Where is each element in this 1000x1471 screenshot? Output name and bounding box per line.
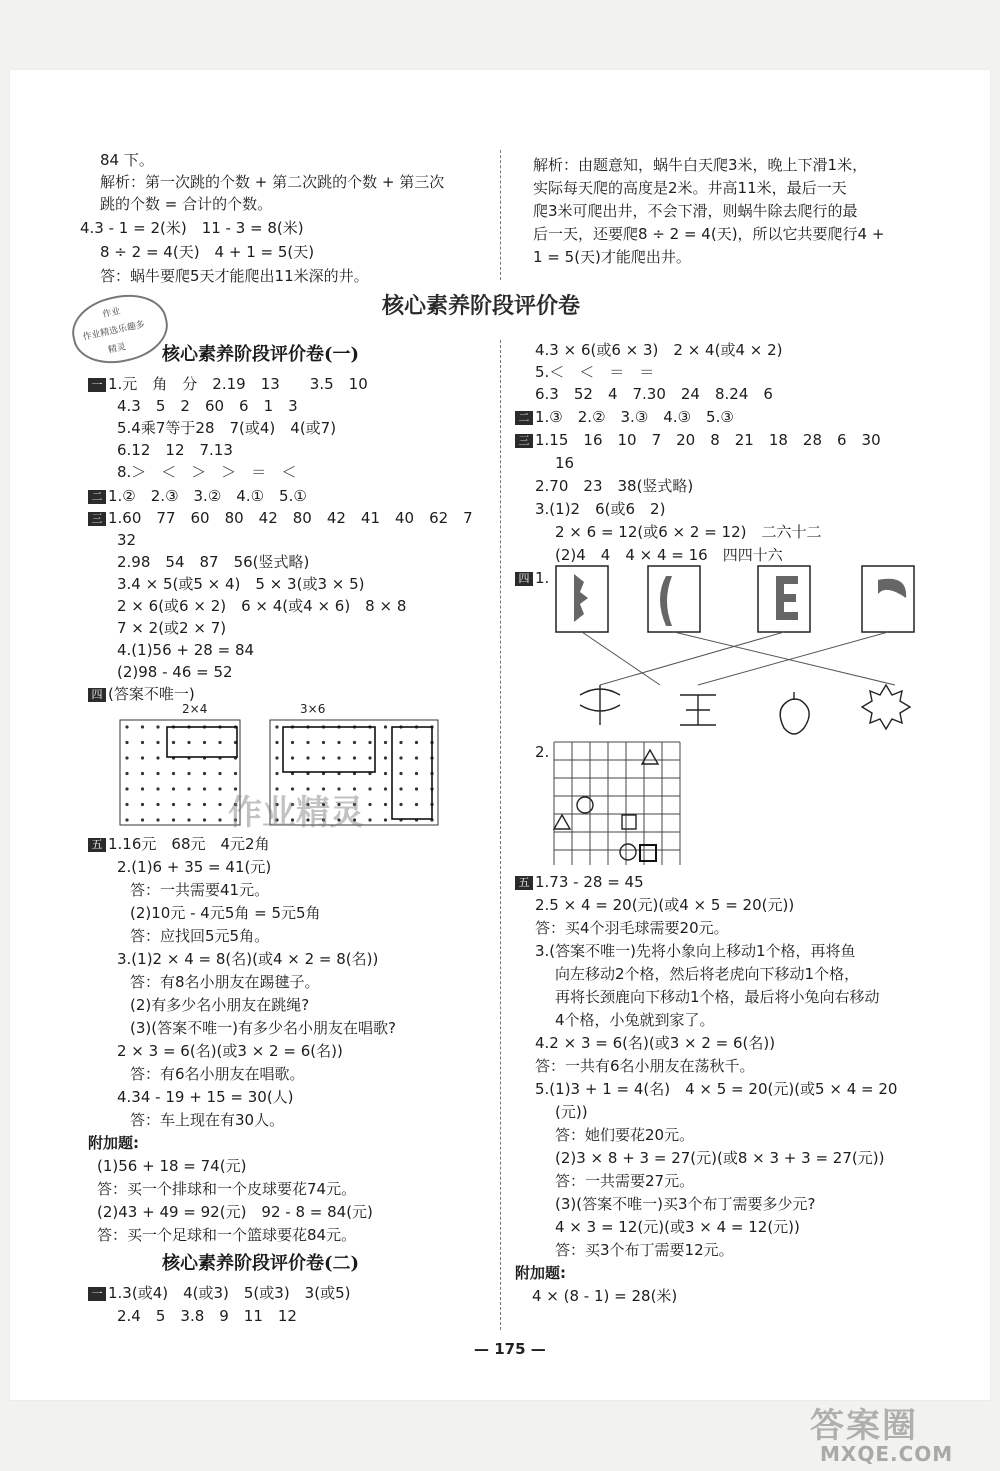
text-line: 3.(1)2 6(或6 2) [535, 500, 666, 518]
grid-dot [218, 772, 221, 775]
text-line: 五 1.73 - 28 = 45 [515, 872, 644, 892]
grid-dot [141, 756, 144, 759]
text-line: 四 (答案不唯一) [88, 684, 195, 704]
text-line: 4 × (8 - 1) = 28(米) [532, 1287, 678, 1305]
grid-dot [172, 741, 175, 744]
matching-figure [540, 560, 930, 735]
grid-dot [172, 818, 175, 821]
grid-dot [156, 741, 159, 744]
section-tag: 五 [88, 838, 106, 852]
text-line: 4.(1)56 + 28 = 84 [117, 641, 255, 659]
column-divider [500, 150, 501, 280]
grid-dot [399, 787, 402, 790]
section-tag: 四 [515, 572, 533, 586]
text-line: 答：买一个排球和一个皮球要花74元。 [97, 1180, 357, 1198]
grid-dot [337, 756, 340, 759]
text-line: 答：一共需要27元。 [555, 1172, 695, 1190]
square-shape [640, 845, 656, 861]
text-line: 16 [555, 454, 575, 472]
grid-dot [125, 741, 128, 744]
text-line: 2.5 × 4 = 20(元)(或4 × 5 = 20(元)) [535, 896, 795, 914]
grid-dot [218, 741, 221, 744]
text-line: 8 ÷ 2 = 4(天) 4 + 1 = 5(天) [100, 243, 315, 261]
grid-dot [141, 818, 144, 821]
text-line: 答：买3个布丁需要12元。 [555, 1241, 734, 1259]
card-shape [648, 566, 700, 632]
grid-dot [172, 772, 175, 775]
text-line: (3)(答案不唯一)有多少名小朋友在唱歌? [130, 1019, 396, 1037]
grid-dot [353, 756, 356, 759]
stamp-text: 精灵 [107, 342, 127, 356]
grid-dot [156, 787, 159, 790]
grid-dot [368, 803, 371, 806]
grid-dot [218, 818, 221, 821]
text-line: 4.2 × 3 = 6(名)(或3 × 2 = 6(名)) [535, 1034, 776, 1052]
bonus-heading: 附加题: [88, 1134, 139, 1152]
text-line: 2.70 23 38(竖式略) [535, 477, 694, 495]
grid-dot [187, 818, 190, 821]
half-dragonfly-icon [878, 579, 906, 598]
grid-dot [384, 725, 387, 728]
exam-title-1: 核心素养阶段评价卷(一) [162, 344, 360, 365]
grid-dot [275, 725, 278, 728]
grid-dot [384, 772, 387, 775]
text-line: 四 1. [515, 568, 549, 588]
grid-dot [368, 818, 371, 821]
grid-dot [291, 741, 294, 744]
text-line: 2.(1)6 + 35 = 41(元) [117, 858, 272, 876]
text-line: 2. [535, 743, 550, 761]
text-line: 再将长颈鹿向下移动1个格，最后将小兔向右移动 [555, 988, 880, 1006]
grid-dot [125, 756, 128, 759]
grid-dot [322, 756, 325, 759]
half-snowflake-icon [574, 574, 588, 622]
apple-icon [780, 692, 809, 734]
grid-dot [203, 741, 206, 744]
grid-dot [275, 756, 278, 759]
text-line: (3)(答案不唯一)买3个布丁需要多少元? [555, 1195, 816, 1213]
text-line: 2 × 6 = 12(或6 × 2 = 12) 二六十二 [555, 523, 822, 541]
text-line: 84 下。 [100, 151, 154, 169]
text-line: 三 1.60 77 60 80 42 80 42 41 40 62 7 [88, 508, 473, 528]
text-line: 一 1.3(或4) 4(或3) 5(或3) 3(或5) [88, 1283, 350, 1303]
logo-text: 答案圈 [810, 1406, 918, 1446]
text-line: 5.＜ ＜ ＝ ＝ [535, 363, 655, 381]
grid-dot [275, 772, 278, 775]
text-line: 后一天，还要爬8 ÷ 2 = 4(天)，所以它共要爬行4 + [533, 225, 885, 243]
text-line: 3.4 × 5(或5 × 4) 5 × 3(或3 × 5) [117, 575, 365, 593]
grid-dot [337, 741, 340, 744]
grid-dot [172, 787, 175, 790]
grid-dot [203, 803, 206, 806]
grid-dot [156, 772, 159, 775]
circle-shape [620, 844, 636, 860]
text-line: 向左移动2个格，然后将老虎向下移动1个格， [555, 965, 860, 983]
grid-dot [172, 803, 175, 806]
text-line: 4.3 × 6(或6 × 3) 2 × 4(或4 × 2) [535, 341, 783, 359]
text-line: (2)有多少名小朋友在跳绳? [130, 996, 310, 1014]
grid-dot [156, 803, 159, 806]
text-line: 5.4乘7等于28 7(或4) 4(或7) [117, 419, 337, 437]
grid-dot [384, 787, 387, 790]
text-line: 答：买4个羽毛球需要20元。 [535, 919, 729, 937]
grid-dot [141, 787, 144, 790]
text-line: 32 [117, 531, 137, 549]
grid-dot [275, 741, 278, 744]
triangle-shape [554, 815, 570, 829]
grid-dot [156, 756, 159, 759]
grid-dot [322, 741, 325, 744]
text-line: (2)4 4 4 × 4 = 16 四四十六 [555, 546, 783, 564]
grid-dot [415, 756, 418, 759]
section-tag: 三 [88, 512, 106, 526]
text-line: (1)56 + 18 = 74(元) [97, 1157, 247, 1175]
grid-dot [415, 741, 418, 744]
section-tag: 五 [515, 876, 533, 890]
grid-dot [218, 803, 221, 806]
text-line: 4.3 5 2 60 6 1 3 [117, 397, 298, 415]
grid-dot [384, 818, 387, 821]
text-line: 五 1.16元 68元 4元2角 [88, 834, 270, 854]
text-line: 6.3 52 4 7.30 24 8.24 6 [535, 385, 773, 403]
text-line: (元)) [555, 1103, 588, 1121]
section-tag: 二 [88, 490, 106, 504]
text-line: 3.(1)2 × 4 = 8(名)(或4 × 2 = 8(名)) [117, 950, 379, 968]
card-shape [862, 566, 914, 632]
column-divider [500, 340, 501, 1330]
text-line: 解析：由题意知，蜗牛白天爬3米，晚上下滑1米， [533, 156, 868, 174]
grid-dot [203, 772, 206, 775]
logo-url: MXQE.COM [820, 1442, 954, 1466]
text-line: 三 1.15 16 10 7 20 8 21 18 28 6 30 [515, 430, 881, 450]
grid-dot [368, 741, 371, 744]
text-line: 答：有8名小朋友在踢毽子。 [130, 973, 320, 991]
text-line: 二 1.③ 2.② 3.③ 4.③ 5.③ [515, 407, 734, 427]
grid-dot [415, 803, 418, 806]
answer-rectangle [167, 727, 237, 757]
grid-dot [187, 803, 190, 806]
grid-dot [141, 725, 144, 728]
answer-rectangle [392, 727, 432, 819]
text-line: 答：有6名小朋友在唱歌。 [130, 1065, 305, 1083]
text-line: (2)10元 - 4元5角 = 5元5角 [130, 904, 321, 922]
site-logo [800, 1398, 990, 1466]
grid-dot [156, 818, 159, 821]
grid-dot [415, 787, 418, 790]
grid-dot [399, 756, 402, 759]
text-line: 答：她们要花20元。 [555, 1126, 695, 1144]
text-line: 实际每天爬的高度是2米。井高11米，最后一天 [533, 179, 847, 197]
half-apple-icon [660, 576, 672, 626]
grid-dot [156, 725, 159, 728]
page-number: — 175 — [474, 1340, 546, 1358]
text-line: (2)3 × 8 + 3 = 27(元)(或8 × 3 + 3 = 27(元)) [555, 1149, 885, 1167]
grid-dot [368, 756, 371, 759]
grid-dot [125, 787, 128, 790]
grid-dot [125, 803, 128, 806]
text-line: 8.＞ ＜ ＞ ＞ ＝ ＜ [117, 463, 297, 481]
text-line: 5.(1)3 + 1 = 4(名) 4 × 5 = 20(元)(或5 × 4 = 20 [535, 1080, 898, 1098]
grid-dot [384, 741, 387, 744]
grid-dot [125, 818, 128, 821]
grid-dot [399, 772, 402, 775]
text-line: 2 × 6(或6 × 2) 6 × 4(或4 × 6) 8 × 8 [117, 597, 407, 615]
section-tag: 一 [88, 1287, 106, 1301]
grid-dot [384, 756, 387, 759]
text-line: 7 × 2(或2 × 7) [117, 619, 227, 637]
grid-dot [125, 725, 128, 728]
dragonfly-icon [580, 685, 620, 725]
section-tag: 三 [515, 434, 533, 448]
text-line: 答：一共需要41元。 [130, 881, 270, 899]
text-line: (2)43 + 49 = 92(元) 92 - 8 = 84(元) [97, 1203, 373, 1221]
text-line: (2)98 - 46 = 52 [117, 663, 233, 681]
grid-dot [125, 772, 128, 775]
grid-dot [384, 803, 387, 806]
text-line: 2 × 3 = 6(名)(或3 × 2 = 6(名)) [117, 1042, 343, 1060]
text-line: 答：蜗牛要爬5天才能爬出11米深的井。 [100, 267, 369, 285]
text-line: 一 1.元 角 分 2.19 13 3.5 10 [88, 374, 368, 394]
grid-dot [203, 818, 206, 821]
text-line: 答：应找回5元5角。 [130, 927, 270, 945]
text-line: 跳的个数 = 合计的个数。 [100, 195, 273, 213]
text-line: 答：一共有6名小朋友在荡秋千。 [535, 1057, 755, 1075]
grid-dot [234, 772, 237, 775]
grid-figure [550, 740, 690, 865]
grid-dot [218, 787, 221, 790]
grid-dot [415, 772, 418, 775]
circle-shape [577, 797, 593, 813]
grid-dot [141, 772, 144, 775]
grid-dot [187, 741, 190, 744]
text-line: 3.(答案不唯一)先将小象向上移动1个格，再将鱼 [535, 942, 856, 960]
text-line: 解析：第一次跳的个数 + 第二次跳的个数 + 第三次 [100, 173, 445, 191]
grid-dot [141, 803, 144, 806]
text-line: 爬3米可爬出井，不会下滑，则蜗牛除去爬行的最 [533, 202, 858, 220]
grid-label: 3×6 [300, 702, 326, 716]
text-line: 2.4 5 3.8 9 11 12 [117, 1307, 297, 1325]
text-line: 4 × 3 = 12(元)(或3 × 4 = 12(元)) [555, 1218, 800, 1236]
grid-dot [291, 756, 294, 759]
text-line: 6.12 12 7.13 [117, 441, 233, 459]
text-line: 2.98 54 87 56(竖式略) [117, 553, 310, 571]
snowflake-icon [862, 685, 910, 729]
watermark: 作业精灵 [228, 793, 364, 833]
wang-character-icon [680, 695, 716, 725]
grid-dot [187, 787, 190, 790]
text-line: 答：买一个足球和一个篮球要花84元。 [97, 1226, 357, 1244]
section-tag: 二 [515, 411, 533, 425]
grid-dot [399, 803, 402, 806]
text-line: 4个格，小兔就到家了。 [555, 1011, 715, 1029]
text-line: 4.34 - 19 + 15 = 30(人) [117, 1088, 294, 1106]
stamp-text: 作业 [101, 306, 122, 321]
bonus-heading: 附加题: [515, 1264, 566, 1282]
stamp-text: 作业精选乐趣多 [81, 319, 146, 343]
grid-dot [203, 787, 206, 790]
section-title: 核心素养阶段评价卷 [382, 294, 581, 319]
section-tag: 四 [88, 688, 106, 702]
grid-label: 2×4 [182, 702, 208, 716]
grid-dot [368, 787, 371, 790]
grid-dot [306, 756, 309, 759]
grid-frame [120, 720, 240, 825]
grid-dot [399, 741, 402, 744]
section-tag: 一 [88, 378, 106, 392]
grid-dot [353, 741, 356, 744]
grid-dot [141, 741, 144, 744]
exam-title-2: 核心素养阶段评价卷(二) [162, 1253, 360, 1274]
square-shape [622, 815, 636, 829]
answer-rectangle [283, 727, 375, 772]
text-line: 答：车上现在有30人。 [130, 1111, 285, 1129]
grid-dot [306, 741, 309, 744]
text-line: 4.3 - 1 = 2(米) 11 - 3 = 8(米) [80, 219, 304, 237]
grid-dot [187, 772, 190, 775]
text-line: 1 = 5(天)才能爬出井。 [533, 248, 691, 266]
half-wang-icon [776, 576, 798, 620]
text-line: 二 1.② 2.③ 3.② 4.① 5.① [88, 486, 307, 506]
